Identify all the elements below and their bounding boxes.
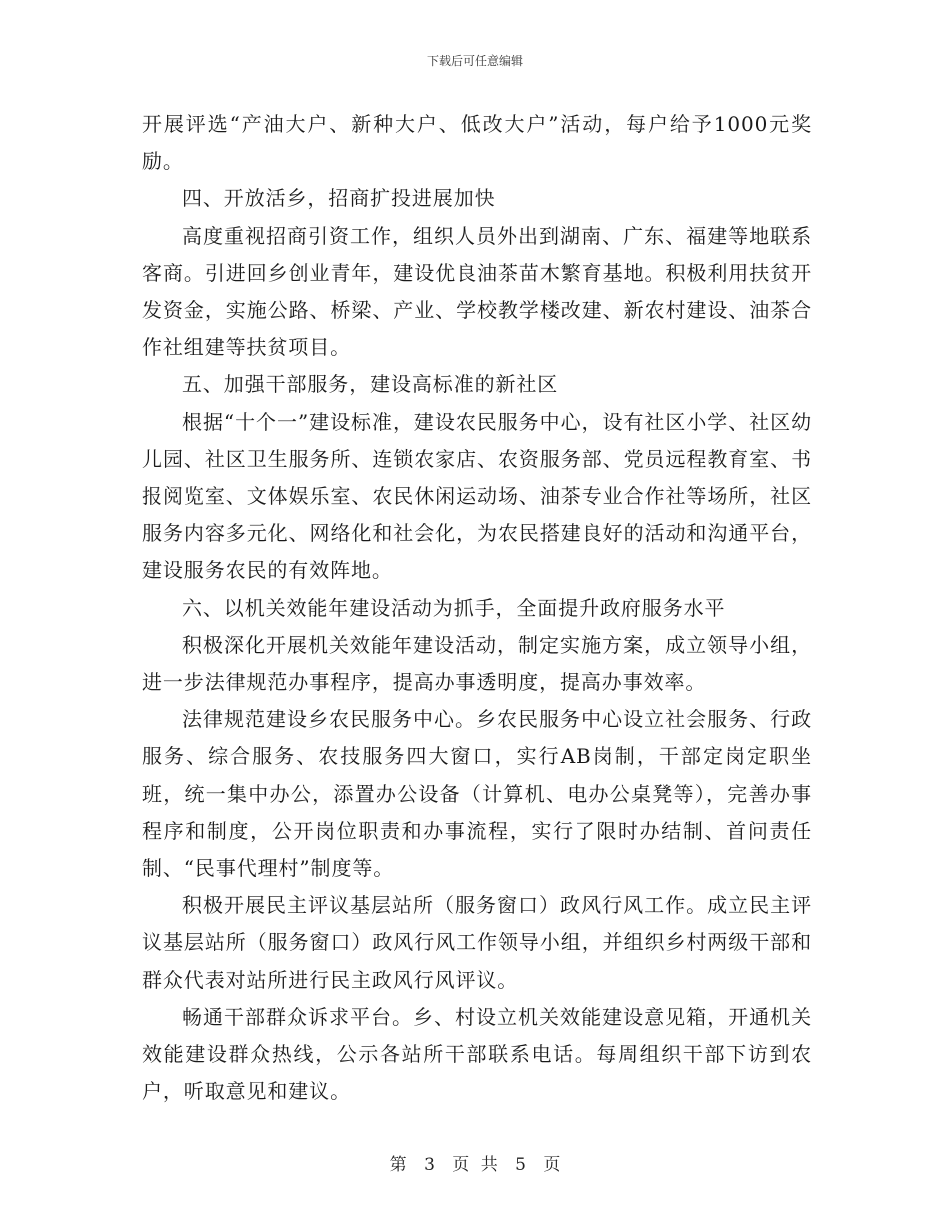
footer-current-page: 3 [424,1155,435,1175]
footer-total-pages: 5 [515,1155,526,1175]
paragraph-service-center: 法律规范建设乡农民服务中心。乡农民服务中心设立社会服务、行政服务、综合服务、农技服务四大窗口，实行AB岗制，干部定岗定职坐班，统一集中办公，添置办公设备（计算机、电办公桌凳等），完善办事程序和制度，公开岗位职责和办事流程，实行了限时办结制、首问责任制、“民事代理村”制度等。 [142,707,812,881]
document-body [142,106,812,1110]
footer-label-of: 页 共 [452,1155,498,1175]
paragraph-investment: 高度重视招商引资工作，组织人员外出到湖南、广东、福建等地联系客商。引进回乡创业青年，建设优良油茶苗木繁育基地。积极利用扶贫开发资金，实施公路、桥梁、产业、学校教学楼改建、新农村建设、油茶合作社组建等扶贫项目。 [142,223,812,360]
paragraph-1: 开展评选“产油大户、新种大户、低改大户”活动，每户给予1000元奖励。 [142,112,812,174]
section-heading-6: 六、以机关效能年建设活动为抓手，全面提升政府服务水平 [182,595,726,620]
page-header: 下载后可任意编辑 [426,54,523,68]
section-heading-5: 五、加强干部服务，建设高标准的新社区 [182,372,559,397]
paragraph-evaluation: 积极开展民主评议基层站所（服务窗口）政风行风工作。成立民主评议基层站所（服务窗口）政风行风工作领导小组，并组织乡村两级干部和群众代表对站所进行民主政风行风评议。 [142,893,812,992]
paragraph-efficiency: 积极深化开展机关效能年建设活动，制定实施方案，成立领导小组，进一步法律规范办事程序，提高办事透明度，提高办事效率。 [142,632,812,695]
paragraph-community: 根据“十个一”建设标准，建设农民服务中心，设有社区小学、社区幼儿园、社区卫生服务所、连锁农家店、农资服务部、党员远程教育室、书报阅览室、文体娱乐室、农民休闲运动场、油茶专业合作社等场所，社区服务内容多元化、网络化和社会化，为农民搭建良好的活动和沟通平台，建设服务农民的有效阵地。 [142,409,812,583]
footer-label-end: 页 [543,1155,561,1175]
page-footer [0,1150,950,1175]
paragraph-appeals: 畅通干部群众诉求平台。乡、村设立机关效能建设意见箱，开通机关效能建设群众热线，公示各站所干部联系电话。每周组织干部下访到农户，听取意见和建议。 [142,1004,812,1104]
footer-label-page: 第 [389,1155,407,1175]
section-heading-4: 四、开放活乡，招商扩投进展加快 [182,186,496,211]
